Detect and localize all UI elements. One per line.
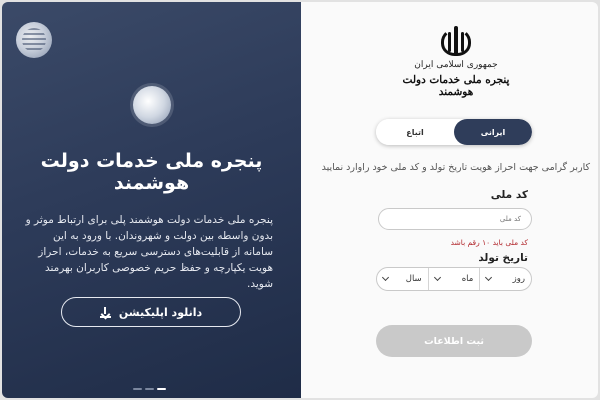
download-icon (100, 307, 111, 318)
year-select[interactable] (377, 268, 428, 290)
tab-iranian[interactable]: ایرانی (454, 119, 532, 145)
citizenship-toggle (376, 119, 532, 145)
birth-date-label: تاریخ تولد (478, 252, 528, 264)
month-select[interactable] (428, 268, 480, 290)
iran-emblem-icon (441, 24, 471, 58)
chevron-down-icon (382, 274, 389, 281)
tab-foreign[interactable]: اتباع (376, 119, 454, 145)
download-app-button[interactable] (61, 297, 241, 327)
globe-logo-icon (16, 22, 52, 58)
national-code-label: کد ملی (490, 189, 528, 201)
carousel-dots (133, 388, 166, 390)
brand-line-2: پنجره ملی خدمات دولت هوشمند (402, 74, 510, 98)
login-panel (301, 2, 598, 398)
globe-emblem-icon (133, 86, 171, 124)
birth-date-selector (376, 267, 532, 291)
submit-button[interactable]: ثبت اطلاعات (376, 325, 532, 357)
info-panel (2, 2, 301, 398)
national-code-error: کد ملی باید ۱۰ رقم باشد (450, 238, 528, 247)
month-select-label: ماه (461, 274, 474, 284)
carousel-dot[interactable] (145, 388, 154, 390)
carousel-dot-active[interactable] (157, 388, 166, 390)
brand-line-1: جمهوری اسلامی ایران (414, 60, 498, 70)
day-select-label: روز (512, 274, 525, 284)
chevron-down-icon (485, 274, 492, 281)
instruction-text: کاربر گرامی جهت احراز هویت تاریخ تولد و کد ملی خود راوارد نمایید (321, 162, 590, 173)
panel-title: پنجره ملی خدمات دولت هوشمند (40, 150, 263, 194)
carousel-dot[interactable] (133, 388, 142, 390)
panel-description: پنجره ملی خدمات دولت هوشمند پلی برای ارتباط موثر و بدون واسطه بین دولت و شهروندان. با ورود به این سامانه از قابلیت‌های دسترسی سریع به خدمات، احراز هویت یکپارچه و حفظ حریم خصوصی کاربران بهرمند شوید. (25, 214, 273, 290)
download-label: دانلود اپلیکیشن (118, 305, 203, 319)
chevron-down-icon (434, 274, 441, 281)
year-select-label: سال (405, 274, 422, 284)
national-code-input[interactable] (378, 208, 532, 230)
day-select[interactable] (479, 268, 531, 290)
